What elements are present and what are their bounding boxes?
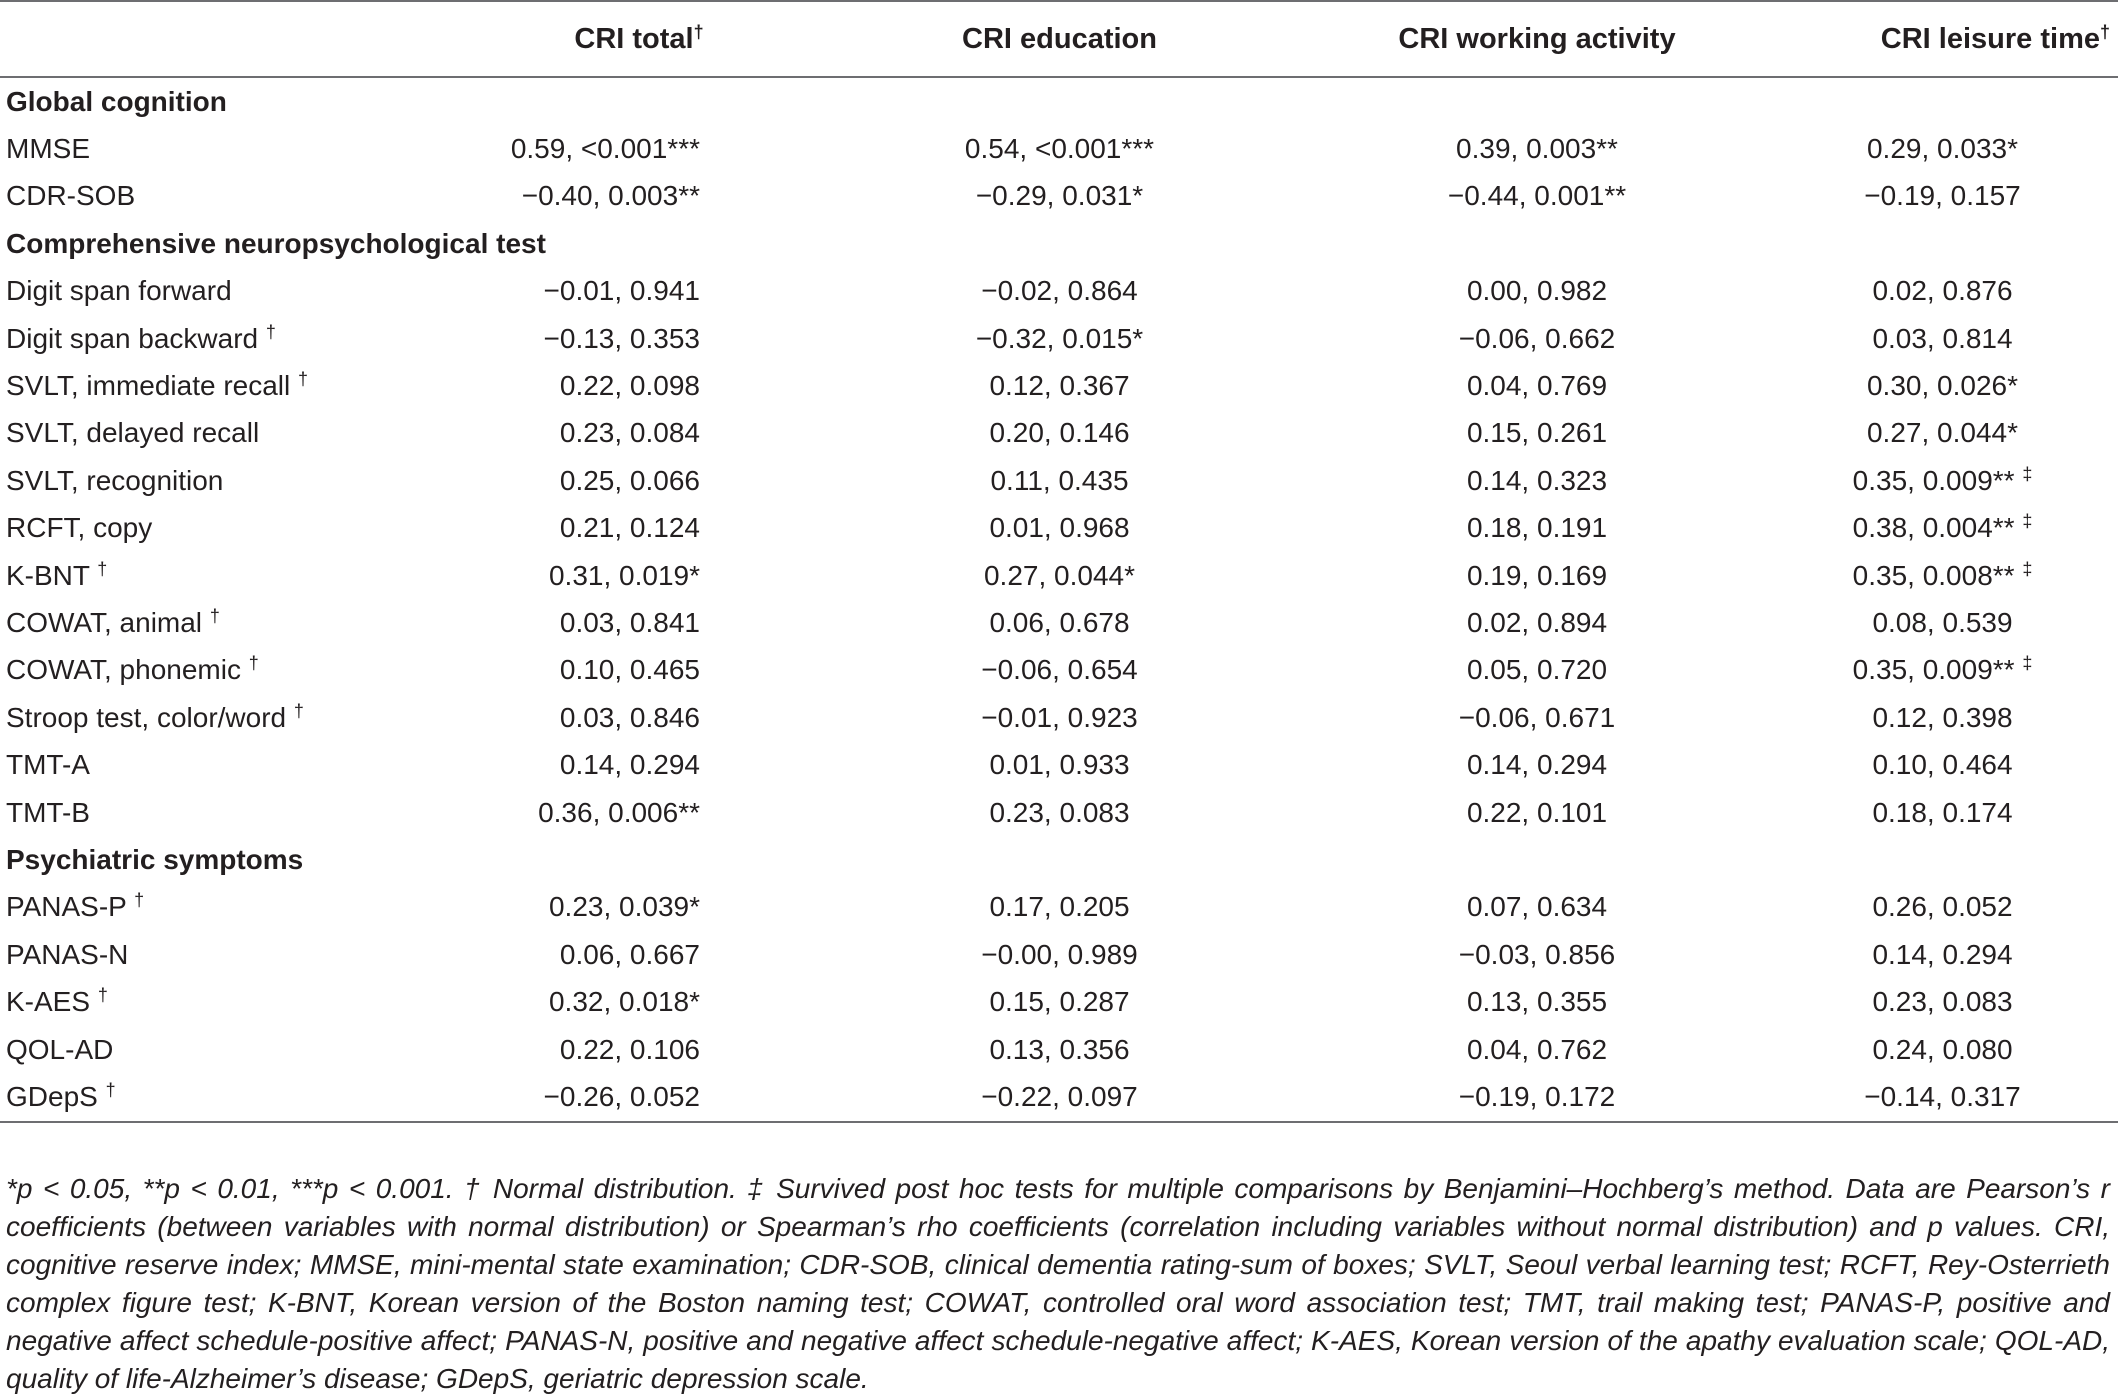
row-label: CDR-SOB (6, 180, 136, 212)
row-label: TMT-B (6, 796, 90, 828)
table-row (0, 931, 2118, 978)
cell-cri-working-activity: −0.06, 0.671 (1458, 701, 1616, 733)
cell-cri-total: 0.14, 0.294 (559, 749, 700, 781)
cell-cri-total: −0.40, 0.003** (521, 180, 700, 212)
header-cri-education: CRI education (812, 1, 1307, 77)
row-label: QOL-AD (6, 1033, 114, 1065)
cell-cri-working-activity: 0.04, 0.762 (1466, 1033, 1608, 1065)
cell-cri-education: 0.01, 0.968 (989, 512, 1130, 544)
row-label: PANAS-N (6, 938, 129, 970)
cell-cri-education: 0.01, 0.933 (989, 749, 1130, 781)
table-row (0, 1026, 2118, 1073)
cell-cri-working-activity: −0.06, 0.662 (1458, 322, 1616, 354)
cell-cri-total: −0.26, 0.052 (466, 1073, 812, 1121)
cell-cri-education: 0.15, 0.287 (989, 986, 1130, 1018)
cell-cri-total: 0.22, 0.098 (559, 370, 700, 402)
cell-cri-total: 0.03, 0.841 (559, 606, 700, 638)
cell-cri-working-activity: 0.39, 0.003** (1456, 133, 1618, 165)
cell-cri-working-activity: 0.05, 0.720 (1466, 654, 1608, 686)
cell-cri-leisure-time: 0.23, 0.083 (1872, 986, 2013, 1018)
cell-cri-working-activity: 0.13, 0.355 (1466, 986, 1608, 1018)
cell-cri-education: 0.27, 0.044* (983, 559, 1136, 591)
cell-cri-education: −0.32, 0.015* (975, 322, 1144, 354)
cell-cri-leisure-time: 0.18, 0.174 (1872, 796, 2013, 828)
cell-cri-leisure-time: 0.30, 0.026* (1866, 370, 2019, 402)
section-heading: Global cognition (6, 85, 227, 117)
cell-cri-education: −0.22, 0.097 (812, 1073, 1307, 1121)
header-variable (0, 1, 466, 77)
table-row (0, 505, 2118, 552)
table-row (0, 410, 2118, 457)
cell-cri-total: 0.21, 0.124 (559, 512, 700, 544)
cell-cri-working-activity: −0.44, 0.001** (1447, 180, 1627, 212)
cell-cri-total: 0.22, 0.106 (559, 1033, 700, 1065)
table-row (0, 315, 2118, 362)
cell-cri-education: −0.06, 0.654 (981, 654, 1138, 686)
section-row (0, 220, 2118, 267)
cell-cri-education: −0.00, 0.989 (981, 938, 1138, 970)
cell-cri-total: 0.10, 0.465 (559, 654, 700, 686)
table-row (0, 362, 2118, 409)
row-label: COWAT, animal † (6, 605, 220, 638)
cell-cri-working-activity: 0.15, 0.261 (1466, 417, 1608, 449)
table-row (0, 741, 2118, 788)
header-cri-leisure-time: CRI leisure time† (1767, 1, 2118, 77)
cell-cri-total: 0.23, 0.039* (548, 891, 700, 923)
cell-cri-leisure-time: 0.08, 0.539 (1872, 606, 2013, 638)
table-footnote: *p < 0.05, **p < 0.01, ***p < 0.001. † Normal distribution. ‡ Survived post hoc tests for multiple comparisons by Benjamini–Hochberg’s method. Data are Pearson’s r coefficients (between variables with normal distribution) or Spearman’s rho coefficients (correlation including variables without normal distribution) and p values. CRI, cognitive reserve index; MMSE, mini-mental state examination; CDR-SOB, clinical dementia rating-sum of boxes; SVLT, Seoul verbal learning test; RCFT, Rey-Osterrieth complex figure test; K-BNT, Korean version of the Boston naming test; COWAT, controlled oral word association test; TMT, trail making test; PANAS-P, positive and negative affect schedule-positive affect; PANAS-N, positive and negative affect schedule-negative affect; K-AES, Korean version of the apathy evaluation scale; QOL-AD, quality of life-Alzheimer’s disease; GDepS, geriatric depression scale. (6, 1173, 2110, 1394)
row-label: PANAS-P † (6, 890, 145, 923)
header-row (0, 1, 2118, 77)
row-label: SVLT, recognition (6, 464, 224, 496)
cell-cri-leisure-time: −0.19, 0.157 (1864, 180, 2021, 212)
table-row (0, 694, 2118, 741)
cell-cri-total: 0.31, 0.019* (548, 559, 700, 591)
header-cri-working-activity: CRI working activity (1307, 1, 1767, 77)
section-heading: Psychiatric symptoms (6, 843, 304, 875)
table-row (0, 268, 2118, 315)
row-label: Digit span forward (6, 275, 232, 307)
cell-cri-education: 0.06, 0.678 (989, 606, 1130, 638)
cell-cri-leisure-time: 0.27, 0.044* (1866, 417, 2019, 449)
cell-cri-leisure-time: 0.10, 0.464 (1872, 749, 2013, 781)
table-row (0, 1073, 2118, 1121)
table-row (0, 125, 2118, 172)
cell-cri-total: 0.06, 0.667 (559, 938, 700, 970)
row-label: SVLT, delayed recall (6, 417, 260, 449)
cell-cri-total: 0.36, 0.006** (538, 796, 700, 828)
row-label: GDepS † (0, 1073, 466, 1121)
table-row (0, 978, 2118, 1025)
row-label: RCFT, copy (6, 512, 153, 544)
cell-cri-education: 0.54, <0.001*** (964, 133, 1155, 165)
cell-cri-leisure-time: 0.03, 0.814 (1872, 322, 2013, 354)
cell-cri-working-activity: 0.18, 0.191 (1466, 512, 1608, 544)
cell-cri-total: 0.25, 0.066 (559, 464, 700, 496)
row-label: TMT-A (6, 749, 90, 781)
section-row (0, 836, 2118, 883)
cell-cri-leisure-time: 0.35, 0.008** ‡ (1852, 558, 2033, 591)
cell-cri-working-activity: −0.19, 0.172 (1307, 1073, 1767, 1121)
cell-cri-working-activity: 0.07, 0.634 (1466, 891, 1608, 923)
row-label: K-AES † (6, 985, 108, 1018)
cell-cri-total: 0.03, 0.846 (559, 701, 700, 733)
table-row (0, 552, 2118, 599)
cell-cri-education: −0.29, 0.031* (975, 180, 1144, 212)
cell-cri-total: −0.13, 0.353 (543, 322, 700, 354)
row-label: COWAT, phonemic † (6, 653, 259, 686)
cell-cri-working-activity: −0.03, 0.856 (1458, 938, 1616, 970)
cell-cri-working-activity: 0.19, 0.169 (1466, 559, 1608, 591)
cell-cri-leisure-time: 0.26, 0.052 (1872, 891, 2013, 923)
cell-cri-education: 0.23, 0.083 (989, 796, 1130, 828)
cell-cri-leisure-time: 0.35, 0.009** ‡ (1852, 653, 2033, 686)
cell-cri-leisure-time: 0.29, 0.033* (1866, 133, 2019, 165)
cell-cri-education: −0.02, 0.864 (981, 275, 1138, 307)
cell-cri-leisure-time: −0.14, 0.317 (1767, 1073, 2118, 1121)
cell-cri-education: 0.12, 0.367 (989, 370, 1130, 402)
row-label: Stroop test, color/word † (6, 700, 304, 733)
cell-cri-working-activity: 0.02, 0.894 (1466, 606, 1608, 638)
cell-cri-working-activity: 0.22, 0.101 (1466, 796, 1608, 828)
cell-cri-leisure-time: 0.14, 0.294 (1872, 938, 2013, 970)
table-row (0, 789, 2118, 836)
cell-cri-working-activity: 0.14, 0.323 (1466, 464, 1608, 496)
cell-cri-education: 0.11, 0.435 (990, 464, 1129, 496)
table-row (0, 457, 2118, 504)
cell-cri-leisure-time: 0.02, 0.876 (1872, 275, 2013, 307)
table-header (0, 1, 2118, 77)
cell-cri-working-activity: 0.00, 0.982 (1466, 275, 1608, 307)
cell-cri-total: 0.23, 0.084 (559, 417, 700, 449)
cell-cri-education: −0.01, 0.923 (981, 701, 1138, 733)
table-row (0, 599, 2118, 646)
cell-cri-leisure-time: 0.12, 0.398 (1872, 701, 2013, 733)
cell-cri-education: 0.13, 0.356 (989, 1033, 1130, 1065)
cell-cri-total: 0.32, 0.018* (548, 986, 700, 1018)
cell-cri-working-activity: 0.14, 0.294 (1466, 749, 1608, 781)
cell-cri-education: 0.17, 0.205 (989, 891, 1130, 923)
row-label: SVLT, immediate recall † (6, 369, 309, 402)
row-label: K-BNT † (6, 558, 108, 591)
table-body (0, 77, 2118, 1122)
section-row (0, 77, 2118, 125)
cell-cri-total: 0.59, <0.001*** (510, 133, 700, 165)
cell-cri-working-activity: 0.04, 0.769 (1466, 370, 1608, 402)
table-row (0, 884, 2118, 931)
cell-cri-leisure-time: 0.24, 0.080 (1872, 1033, 2013, 1065)
section-heading: Comprehensive neuropsychological test (6, 227, 546, 259)
cell-cri-total: −0.01, 0.941 (543, 275, 700, 307)
cell-cri-education: 0.20, 0.146 (989, 417, 1130, 449)
table-row (0, 173, 2118, 220)
cell-cri-leisure-time: 0.35, 0.009** ‡ (1852, 463, 2033, 496)
row-label: MMSE (6, 133, 90, 165)
cell-cri-leisure-time: 0.38, 0.004** ‡ (1852, 511, 2033, 544)
table-row (0, 647, 2118, 694)
row-label: Digit span backward † (6, 321, 276, 354)
header-cri-total: CRI total† (466, 1, 812, 77)
